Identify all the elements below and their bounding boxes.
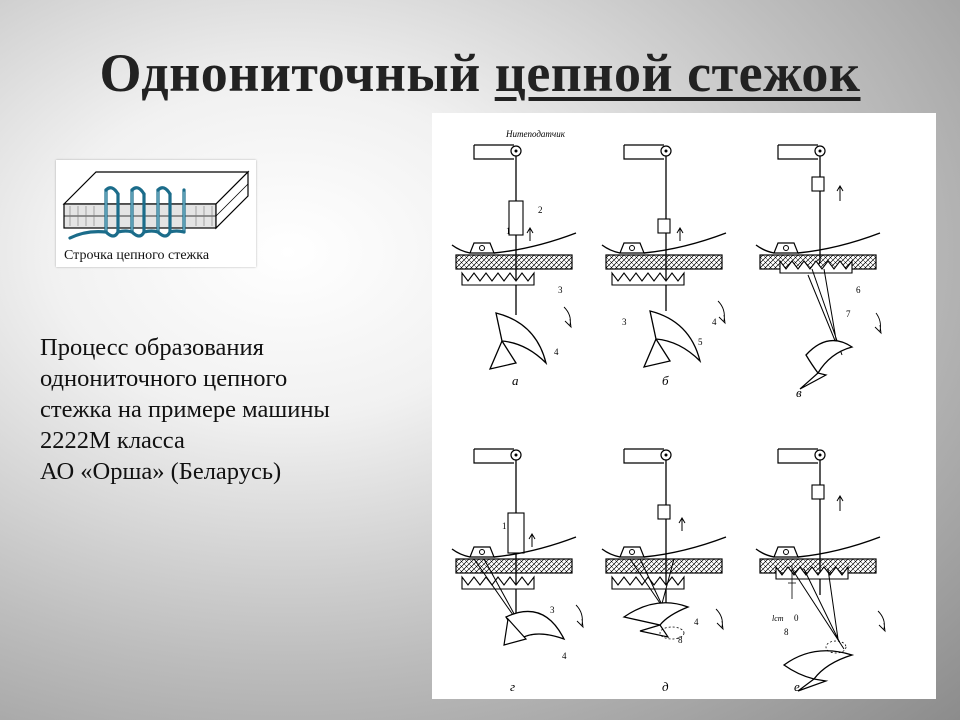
part-number: 1 <box>502 521 507 531</box>
title-part2-underlined: цепной стежок <box>494 43 861 103</box>
panel-letter-d: д <box>662 679 669 694</box>
part-number: 4 <box>712 317 717 327</box>
panel-d-mechanism <box>602 449 726 639</box>
part-number: 3 <box>558 285 563 295</box>
description-text <box>40 332 440 487</box>
panel-letter-a: а <box>512 373 519 388</box>
stitch-thumbnail <box>56 160 256 267</box>
part-number: 2 <box>538 205 543 215</box>
panel-a-mechanism <box>452 129 576 369</box>
description-line: 2222М класса <box>40 427 185 454</box>
part-number: 4 <box>562 651 567 661</box>
part-number: 8 <box>784 627 789 637</box>
part-number: 3 <box>550 605 555 615</box>
part-number: 7 <box>846 309 851 319</box>
stitch-formation-diagram <box>432 113 936 699</box>
title-part1: Однониточный <box>99 43 481 103</box>
part-number: 8 <box>678 635 683 645</box>
part-number: 0 <box>794 613 799 623</box>
fabric-stitch-illustration <box>56 160 256 248</box>
panel-letter-g: г <box>510 679 516 694</box>
part-number: 3 <box>622 317 627 327</box>
panel-letter-e: е <box>794 679 800 694</box>
thread-guide-label: Нитеподатчик <box>506 129 565 139</box>
panel-g-mechanism <box>452 449 583 645</box>
panel-letter-v: в <box>796 385 802 400</box>
part-number: 4 <box>554 347 559 357</box>
description-line: АО «Орша» (Беларусь) <box>40 458 282 485</box>
description-line: Процесс образования <box>40 334 264 361</box>
panel-e-mechanism <box>756 449 885 691</box>
panel-v-mechanism <box>756 145 881 389</box>
part-number: lст <box>772 614 784 623</box>
slide-title <box>0 42 960 104</box>
description-line: однониточного цепного <box>40 365 288 392</box>
part-number: 4 <box>694 617 699 627</box>
part-number: 6 <box>856 285 861 295</box>
description-line: стежка на примере машины <box>40 396 330 423</box>
part-number: 1 <box>506 226 511 236</box>
panel-letter-b: б <box>662 373 669 388</box>
thumbnail-caption: Строчка цепного стежка <box>64 248 210 263</box>
panel-b-mechanism <box>602 145 726 367</box>
part-number: 5 <box>698 337 703 347</box>
